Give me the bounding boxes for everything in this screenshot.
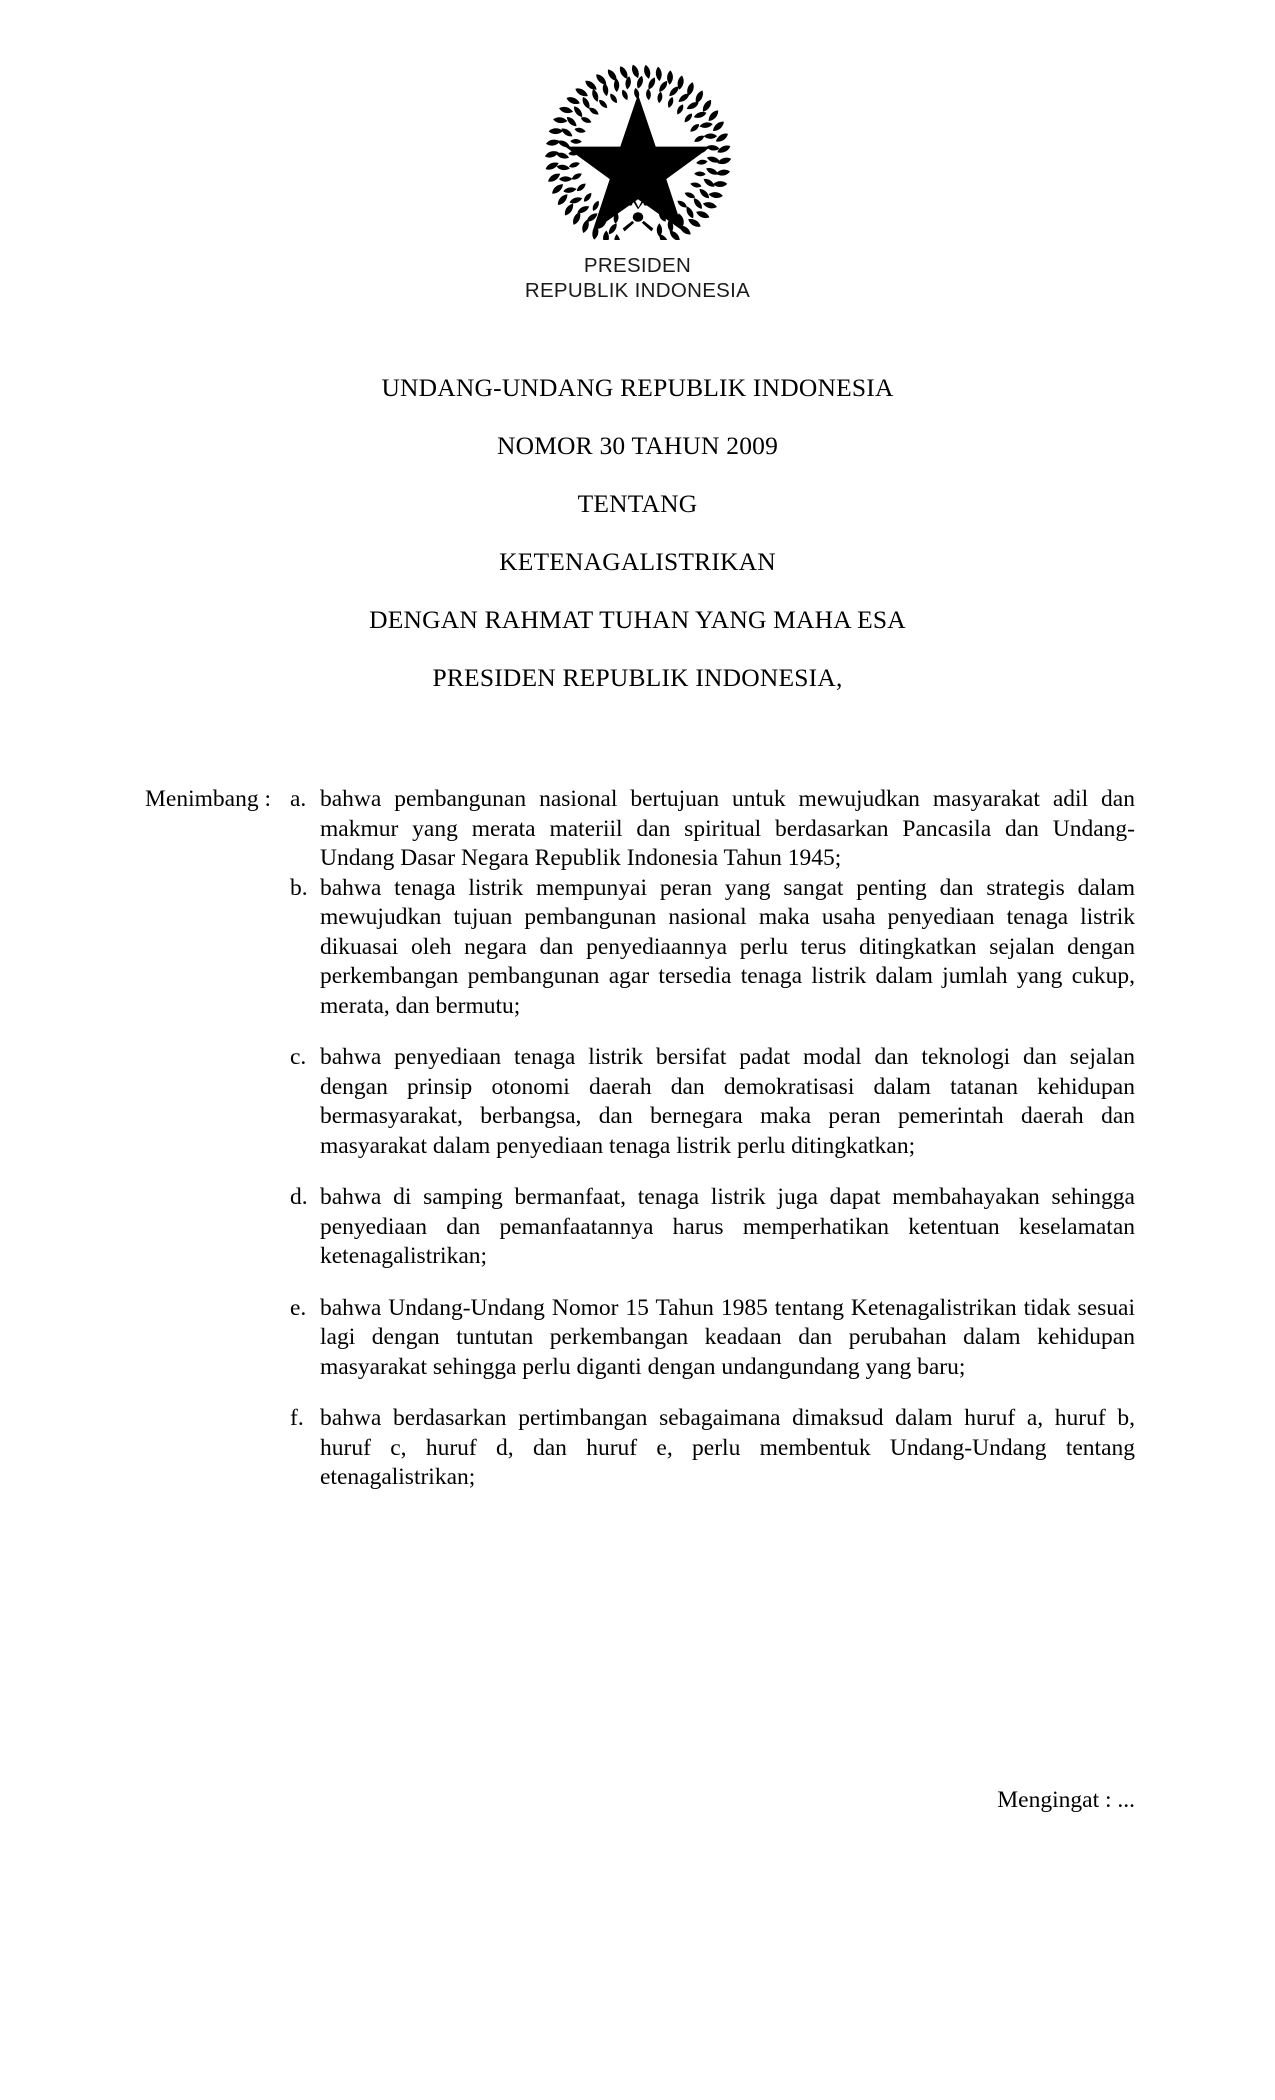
law-number: NOMOR 30 TAHUN 2009 <box>496 431 779 460</box>
tentang-label: TENTANG <box>577 489 698 518</box>
presiden-caption <box>0 253 1275 303</box>
consideration-marker: a. <box>290 786 307 812</box>
consideration-text: bahwa berdasarkan pertimbangan sebagaimana dimaksud dalam huruf a, huruf b, huruf c, huruf d, dan huruf e, perlu membentuk Undang-Undang tentang etenagalistrikan; <box>320 1405 1135 1490</box>
consideration-item-b <box>290 874 1135 1022</box>
considerations-list <box>290 785 1135 1493</box>
consideration-item-f <box>290 1404 1135 1493</box>
consideration-marker: f. <box>290 1405 304 1431</box>
page-title: UNDANG-UNDANG REPUBLIK INDONESIA <box>381 373 894 402</box>
law-subject: KETENAGALISTRIKAN <box>499 547 776 576</box>
invocation: DENGAN RAHMAT TUHAN YANG MAHA ESA <box>369 605 906 634</box>
consideration-text: bahwa penyediaan tenaga listrik bersifat padat modal dan teknologi dan sejalan dengan prinsip otonomi daerah dan demokratisasi dalam tatanan kehidupan bermasyarakat, berbangsa, dan bernegara maka peran pemerintah daerah dan masyarakat dalam penyediaan tenaga listrik perlu ditingkatkan; <box>320 1044 1135 1159</box>
presiden-caption-line2: REPUBLIK INDONESIA <box>524 279 751 302</box>
presiden-caption-line1: PRESIDEN <box>583 254 692 277</box>
issuing-authority: PRESIDEN REPUBLIK INDONESIA, <box>432 663 843 692</box>
consideration-item-a <box>290 785 1135 874</box>
consideration-text: bahwa tenaga listrik mempunyai peran yang sangat penting dan strategis dalam mewujudkan tujuan pembangunan nasional maka usaha penyediaan tenaga listrik dikuasai oleh negara dan penyediaannya perlu terus ditingkatkan sejalan dengan perkembangan pembangunan agar tersedia tenaga listrik dalam jumlah yang cukup, merata, dan bermutu; <box>320 874 1135 1019</box>
consideration-item-c <box>290 1043 1135 1161</box>
consideration-item-e <box>290 1294 1135 1383</box>
consideration-marker: d. <box>290 1184 308 1210</box>
consideration-text: bahwa Undang-Undang Nomor 15 Tahun 1985 tentang Ketenagalistrikan tidak sesuai lagi dengan tuntutan perkembangan keadaan dan perubahan dalam kehidupan masyarakat sehingga perlu diganti dengan undangundang yang baru; <box>320 1294 1135 1380</box>
consideration-item-d <box>290 1183 1135 1272</box>
consideration-marker: b. <box>290 874 308 901</box>
consideration-marker: e. <box>290 1294 307 1321</box>
emblem-container <box>0 58 1275 240</box>
continuation-note: Mengingat : ... <box>997 1787 1135 1813</box>
consideration-marker: c. <box>290 1044 307 1070</box>
title-block <box>0 375 1275 691</box>
considerations-row <box>145 785 1135 1493</box>
considerations-section <box>145 785 1135 1493</box>
indonesian-presidential-seal-icon <box>540 58 736 240</box>
menimbang-label: Menimbang : <box>145 786 271 812</box>
consideration-text: bahwa pembangunan nasional bertujuan untuk mewujudkan masyarakat adil dan makmur yang merata materiil dan spiritual berdasarkan Pancasila dan Undang-Undang Dasar Negara Republik Indonesia Tahun 1945; <box>320 786 1135 871</box>
consideration-text: bahwa di samping bermanfaat, tenaga listrik juga dapat membahayakan sehingga penyediaan dan pemanfaatannya harus memperhatikan ketentuan keselamatan ketenagalistrikan; <box>320 1184 1135 1269</box>
